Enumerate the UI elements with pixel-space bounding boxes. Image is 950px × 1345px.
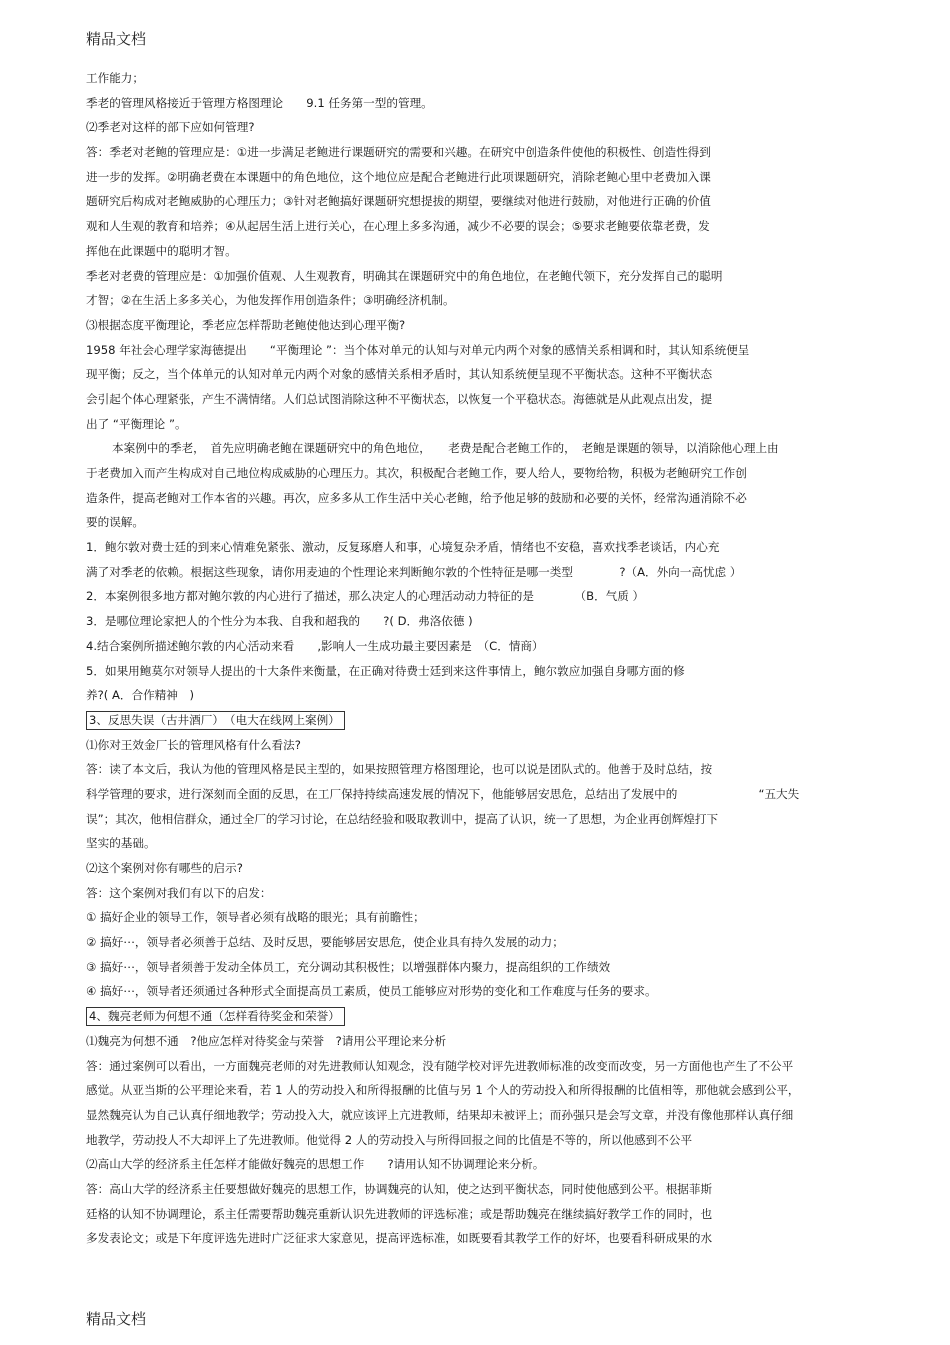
page-header: 精品文档 xyxy=(86,30,147,48)
text-line: 出了 “平衡理论 ”。 xyxy=(86,416,187,431)
text-line: 才智；②在生活上多多关心，为他发挥作用创造条件；③明确经济机制。 xyxy=(86,293,455,308)
answer-line: 答：高山大学的经济系主任要想做好魏亮的思想工作，协调魏亮的认知，使之达到平衡状态，同时使他感到公平。根据菲斯 xyxy=(86,1181,713,1196)
text-line: 1958 年社会心理学家海德提出 “平衡理论 ”：当个体对单元的认知与对单元内两个对象的感情关系相调和时，其认知系统便呈 xyxy=(86,342,750,357)
quiz-item: 5．如果用鲍莫尔对领导人提出的十大条件来衡量，在正确对待费士廷到来这件事情上，鲍尔敦应加强自身哪方面的修 xyxy=(86,663,685,678)
text-line: 季老的管理风格接近于管理方格图理论 9.1 任务第一型的管理。 xyxy=(86,95,433,110)
text-line: 工作能力； xyxy=(86,71,144,85)
question-line: ⑵季老对这样的部下应如何管理? xyxy=(86,120,255,135)
text-line: 显然魏亮认为自己认真仔细地教学；劳动投入大，就应该评上亢进教师，结果却未被评上；而孙强只是会写文章，并没有像他那样认真仔细 xyxy=(86,1107,794,1122)
text-line: 廷格的认知不协调理论，系主任需要帮助魏亮重新认识先进教师的评选标准；或是帮助魏亮在继续搞好教学工作的同时，也 xyxy=(86,1206,713,1221)
text-line: 现平衡；反之，当个体单元的认知对单元内两个对象的感情关系相矛盾时，其认知系统便呈现不平衡状态。这种不平衡状态 xyxy=(86,367,713,382)
text-line: 误”；其次，他相信群众，通过全厂的学习讨论，在总结经验和吸取教训中，提高了认识，统一了思想，为企业再创辉煌打下 xyxy=(86,811,719,826)
question-line: ⑵高山大学的经济系主任怎样才能做好魏亮的思想工作 ?请用认知不协调理论来分析。 xyxy=(86,1157,545,1172)
text-line: 进一步的发挥。②明确老费在本课题中的角色地位，这个地位应是配合老鲍进行此项课题研究，消除老鲍心里中老费加入课 xyxy=(86,169,711,184)
answer-line: 答：季老对老鲍的管理应是：①进一步满足老鲍进行课题研究的需要和兴趣。在研究中创造条件使他的积极性、创造性得到 xyxy=(86,145,711,160)
text-line: 本案例中的季老， 首先应明确老鲍在课题研究中的角色地位， 老费是配合老鲍工作的， 老鲍是课题的领导，以消除他心理上由 xyxy=(112,441,779,456)
quiz-item: 养?( A．合作精神 ) xyxy=(86,688,194,703)
text-line: 挥他在此课题中的聪明才智。 xyxy=(86,243,237,258)
answer-line: 答：读了本文后，我认为他的管理风格是民主型的，如果按照管理方格图理论，也可以说是团队式的。他善于及时总结，按 xyxy=(86,762,713,777)
text-line: 坚实的基础。 xyxy=(86,836,156,851)
text-line: 造条件，提高老鲍对工作本省的兴趣。再次，应多多从工作生活中关心老鲍，给予他足够的鼓励和必要的关怀，经常沟通消除不必 xyxy=(86,490,747,505)
section-heading-row xyxy=(86,1004,876,1029)
answer-line: 答：这个案例对我们有以下的启发： xyxy=(86,885,272,900)
question-line: ⑴你对王效金厂长的管理风格有什么看法? xyxy=(86,737,301,752)
answer-line: 答：通过案例可以看出，一方面魏亮老师的对先进教师认知观念，没有随学校对评先进教师标准的改变而改变，另一方面他也产生了不公平 xyxy=(86,1058,794,1073)
text-line: 科学管理的要求，进行深刻而全面的反思，在工厂保持持续高速发展的情况下，他能够居安思危，总结出了发展中的 “五大失 xyxy=(86,786,800,801)
list-item: ④ 搞好⋯，领导者还须通过各种形式全面提高员工素质，使员工能够应对形势的变化和工作难度与任务的要求。 xyxy=(86,984,657,999)
quiz-item: 1．鲍尔敦对费士廷的到来心情难免紧张、激动，反复琢磨人和事，心境复杂矛盾，情绪也不安稳，喜欢找季老谈话，内心充 xyxy=(86,540,720,555)
text-line: 题研究后构成对老鲍威胁的心理压力；③针对老鲍搞好课题研究想提拔的期望，要继续对他进行鼓励，对他进行正确的价值 xyxy=(86,194,711,209)
list-item: ② 搞好⋯，领导者必须善于总结、及时反思，要能够居安思危，使企业具有持久发展的动力； xyxy=(86,935,564,950)
text-line: 地教学，劳动投人不大却评上了先进教师。他觉得 2 人的劳动投入与所得回报之间的比值是不等的，所以他感到不公平 xyxy=(86,1132,693,1147)
quiz-item: 满了对季老的依赖。根据这些现象，请你用麦迪的个性理论来判断鲍尔敦的个性特征是哪一类型 ?（A．外向一高忧虑 ） xyxy=(86,564,742,579)
quiz-item: 2．本案例很多地方都对鲍尔敦的内心进行了描述，那么决定人的心理活动动力特征的是 （B．气质 ） xyxy=(86,589,645,604)
document-body xyxy=(86,66,876,1251)
question-line: ⑶根据态度平衡理论，季老应怎样帮助老鲍使他达到心理平衡? xyxy=(86,317,406,332)
text-line: 于老费加入而产生构成对自己地位构成威胁的心理压力。其次，积极配合老鲍工作，要人给人，要物给物，积极为老鲍研究工作创 xyxy=(86,466,747,480)
text-line: 观和人生观的教育和培养；④从起居生活上进行关心，在心理上多多沟通，减少不必要的误会；⑤要求老鲍要依靠老费，发 xyxy=(86,219,710,234)
text-line: 多发表论文；或是下年度评选先进时广泛征求大家意见，提高评选标准，如既要看其教学工作的好坏，也要看科研成果的水 xyxy=(86,1231,713,1246)
text-line: 要的误解。 xyxy=(86,515,144,530)
section-heading: 3、反思失误（古井酒厂） （电大在线网上案例） xyxy=(86,711,345,730)
question-line: ⑵这个案例对你有哪些的启示? xyxy=(86,861,243,875)
question-line: ⑴魏亮为何想不通 ?他应怎样对待奖金与荣誉 ?请用公平理论来分析 xyxy=(86,1033,447,1048)
section-heading: 4、魏亮老师为何想不通（怎样看待奖金和荣誉） xyxy=(86,1007,345,1026)
quiz-item: 3．是哪位理论家把人的个性分为本我、自我和超我的 ?( D．弗洛依德 ) xyxy=(86,614,473,629)
text-line: 会引起个体心理紧张，产生不满情绪。人们总试图消除这种不平衡状态，以恢复一个平稳状态。海德就是从此观点出发，提 xyxy=(86,391,713,406)
list-item: ① 搞好企业的领导工作，领导者必须有战略的眼光；具有前瞻性； xyxy=(86,910,425,925)
text-line: 季老对老费的管理应是：①加强价值观、人生观教育，明确其在课题研究中的角色地位，在老鲍代领下，充分发挥自己的聪明 xyxy=(86,268,723,283)
quiz-item: 4.结合案例所描述鲍尔敦的内心活动来看 ,影响人一生成功最主要因素是 （C．情商） xyxy=(86,638,544,653)
page-footer: 精品文档 xyxy=(86,1310,147,1328)
section-heading-row xyxy=(86,708,876,733)
text-line: 感觉。从亚当斯的公平理论来看，若 1 人的劳动投入和所得报酬的比值与另 1 个人的劳动投入和所得报酬的比值相等，那他就会感到公平， xyxy=(86,1083,800,1098)
list-item: ③ 搞好⋯，领导者须善于发动全体员工，充分调动其积极性；以增强群体内聚力，提高组织的工作绩效 xyxy=(86,959,611,974)
